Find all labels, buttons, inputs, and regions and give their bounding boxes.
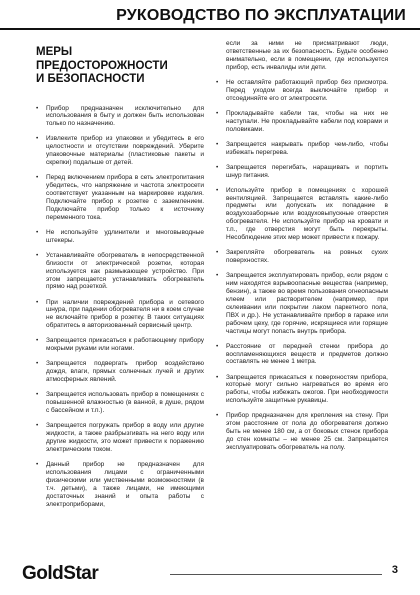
list-item — [216, 249, 388, 265]
list-item — [36, 105, 204, 129]
list-item-text: Данный прибор не предназначен для использования лицами с ограниченными физическими или умственными возможностями (в т.ч. детьми), а также лицами, не имеющими достаточных знаний и опыта работы с электроприборами, — [46, 461, 204, 508]
list-item-text: Запрещается использовать прибор в помещениях с повышенной влажностью (в ванной, в душе, рядом с бассейном и т.п.). — [46, 391, 204, 415]
bullet-icon: • — [216, 140, 219, 148]
list-item — [36, 360, 204, 384]
list-item — [36, 299, 204, 331]
list-item-text: Запрещается прикасаться к работающему прибору мокрыми руками или ногами. — [46, 337, 204, 353]
list-item — [36, 252, 204, 292]
list-item-text: Используйте прибор в помещениях с хорошей вентиляцией. Запрещается вставлять какие-либо предметы или допускать их попадание в воздухозаборные или воздуховыпускные отверстия обогревателя. Не используйте прибор на кровати и т.п., где отверстия могут быть перекрыты. Несоблюдение этих мер может привести к пожару. — [226, 186, 388, 242]
list-item-continuation — [216, 40, 388, 72]
list-item-text: если за ними не присматривают люди, ответственные за их безопасность. Будьте особенно внимательно, если в помещении, где используется прибор, есть инвалиды или дети. — [226, 40, 388, 71]
bullet-icon: • — [36, 251, 39, 259]
list-item — [216, 272, 388, 335]
list-item-text: Запрещается перегибать, наращивать и портить шнур питания. — [226, 163, 388, 179]
list-item-text: Прокладывайте кабели так, чтобы на них не наступали. Не прокладывайте кабели под коврами и половиками. — [226, 109, 388, 133]
bullet-icon: • — [216, 109, 219, 117]
list-item — [36, 461, 204, 508]
page-number: 3 — [391, 564, 398, 576]
list-item-text: Не используйте удлинители и многовыводные штекеры. — [46, 228, 204, 244]
list-item-text: Расстояние от передней стенки прибора до воспламеняющихся веществ и предметов должно составлять не менее 1 метра. — [226, 342, 388, 366]
list-item — [216, 79, 388, 103]
list-item — [36, 391, 204, 415]
bullet-icon: • — [36, 461, 39, 468]
page-header-title: РУКОВОДСТВО ПО ЭКСПЛУАТАЦИИ — [116, 7, 406, 24]
list-item — [36, 135, 204, 167]
section-title-line-2: И БЕЗОПАСНОСТИ — [36, 73, 145, 85]
bullet-icon: • — [36, 337, 39, 345]
bullet-icon: • — [36, 422, 39, 430]
list-item — [216, 374, 388, 406]
bullet-icon: • — [36, 135, 39, 143]
bullet-icon: • — [36, 228, 39, 236]
list-item-text: Извлеките прибор из упаковки и убедитесь в его целостности и отсутствии повреждений. Уберите упаковочные материалы (пластиковые пакеты и скрепки) подальше от детей. — [46, 135, 204, 167]
header-rule — [0, 28, 420, 30]
list-item — [36, 174, 204, 221]
bullet-icon: • — [36, 104, 39, 112]
bullet-icon: • — [216, 78, 219, 86]
left-column — [36, 46, 204, 516]
bullet-icon: • — [216, 412, 219, 420]
list-item — [36, 337, 204, 353]
bullet-icon: • — [36, 360, 39, 368]
footer-rule — [170, 574, 382, 575]
list-item-text: Устанавливайте обогреватель в непосредственной близости от электрической розетки, которая используется как размыкающее устройство. При этом запрещается устанавливать обогреватель прямо над розеткой. — [46, 251, 204, 291]
list-item — [216, 412, 388, 452]
bullet-icon: • — [216, 249, 219, 257]
brand-logo: GoldStar — [22, 563, 99, 584]
list-item — [216, 141, 388, 157]
bullet-icon: • — [216, 373, 219, 381]
list-item-text: Запрещается прикасаться к поверхностям прибора, которые могут сильно нагреваться во время его работы, чтобы избежать ожогов. При необходимости используйте защитные рукавицы. — [226, 373, 388, 405]
bullet-icon: • — [216, 272, 219, 280]
list-item-text: Запрещается погружать прибор в воду или другие жидкости, а также разбрызгивать на него воду или другие жидкости, это может привести к поражению электрическим током. — [46, 422, 204, 453]
bullet-icon: • — [36, 298, 39, 306]
list-item — [216, 164, 388, 180]
list-item-text: Запрещается эксплуатировать прибор, если рядом с ним находятся взрывоопасные вещества (например, бензин), а также во время пользования огнеопасным клеем или растворителем (например, при склеивании или покрытии лаком паркетного пола, ПВХ и др.). Не устанавливайте прибор в гараже или рабочем цеху, где горячие, искрящиеся или горящие частицы могут попасть внутрь прибора. — [226, 272, 388, 335]
list-item — [36, 229, 204, 245]
list-item — [216, 343, 388, 367]
right-precautions-list — [216, 40, 388, 452]
bullet-icon: • — [36, 174, 39, 182]
section-title — [36, 46, 204, 87]
list-item-text: Закрепляйте обогреватель на ровных сухих поверхностях. — [226, 249, 388, 265]
list-item-text: Запрещается накрывать прибор чем-либо, чтобы избежать перегрева. — [226, 140, 388, 156]
list-item-text: При наличии повреждений прибора и сетевого шнура, при падении обогревателя ни в коем случае не включайте прибор в розетку. В таких ситуациях обратитесь в авторизованный сервисный центр. — [46, 298, 204, 330]
right-column — [216, 40, 388, 459]
bullet-icon: • — [216, 186, 219, 194]
list-item-text: Прибор предназначен для крепления на стену. При этом расстояние от пола до обогревателя должно быть не менее 180 см, а от боковых стенок прибора до стен комнаты – не менее 25 см. Запрещается эксплуатировать обогреватель на полу. — [226, 412, 388, 451]
list-item — [216, 187, 388, 242]
bullet-icon: • — [36, 391, 39, 399]
left-precautions-list — [36, 105, 204, 509]
list-item — [36, 422, 204, 454]
list-item-text: Прибор предназначен исключительно для использования в быту и должен быть использован только по назначению. — [46, 104, 204, 128]
list-item — [216, 110, 388, 134]
bullet-icon: • — [216, 163, 219, 171]
list-item-text: Не оставляйте работающий прибор без присмотра. Перед уходом всегда выключайте прибор и отсоединяйте его от электросети. — [226, 78, 388, 102]
bullet-icon: • — [216, 342, 219, 350]
section-title-line-1: МЕРЫ ПРЕДОСТОРОЖНОСТИ — [36, 46, 168, 72]
list-item-text: Перед включением прибора в сеть электропитания убедитесь, что напряжение и частота электросети соответствует указанным на маркировке изделия. Подключайте прибор к розетке с заземлением. Подключайте прибор только к источнику переменного тока. — [46, 174, 204, 221]
list-item-text: Запрещается подвергать прибор воздействию дождя, влаги, прямых солнечных лучей и других атмосферных явлений. — [46, 360, 204, 384]
